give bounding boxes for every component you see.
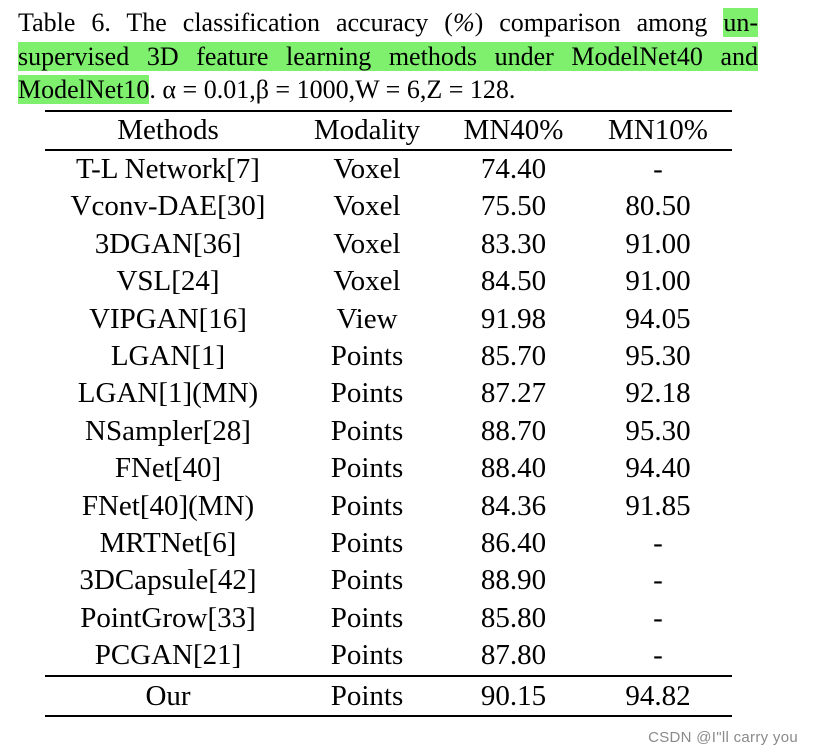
table-row xyxy=(45,263,732,300)
cell-mn40: 83.30 xyxy=(480,227,547,260)
table-row xyxy=(45,338,732,375)
table-row-our xyxy=(45,676,732,716)
caption-parameters: . α = 0.01,β = 1000,W = 6,Z = 128. xyxy=(149,75,516,104)
caption-line-2 xyxy=(18,40,758,74)
cell-method: VSL[24] xyxy=(116,265,220,298)
cell-mn40: 88.90 xyxy=(480,564,547,597)
cell-method: PointGrow[33] xyxy=(80,601,256,634)
cell-mn10: 92.18 xyxy=(625,377,691,410)
cell-modality: Points xyxy=(330,527,404,560)
header-mn40: MN40% xyxy=(463,114,564,146)
caption-text: Table 6. The classification accuracy ( xyxy=(18,8,453,37)
cell-method: Vconv-DAE[30] xyxy=(70,190,266,223)
caption-percent: % xyxy=(452,8,475,37)
cell-mn40: 88.40 xyxy=(480,452,547,485)
table-row xyxy=(45,562,732,599)
cell-method: 3DGAN[36] xyxy=(94,227,242,260)
cell-mn40: 91.98 xyxy=(480,302,547,335)
cell-mn10: 95.30 xyxy=(625,340,691,373)
cell-modality: View xyxy=(336,302,398,335)
cell-mn40: 87.80 xyxy=(480,639,547,672)
cell-modality: Voxel xyxy=(333,153,401,185)
cell-method: 3DCapsule[42] xyxy=(79,564,257,597)
cell-method: MRTNet[6] xyxy=(99,527,237,560)
cell-mn40: 85.70 xyxy=(480,340,547,373)
table-row xyxy=(45,637,732,675)
cell-modality: Points xyxy=(330,679,404,712)
cell-method: FNet[40](MN) xyxy=(81,489,255,522)
cell-mn10: 94.05 xyxy=(625,302,691,335)
cell-mn10: 80.50 xyxy=(625,190,691,223)
table-caption xyxy=(18,6,758,107)
table-row xyxy=(45,301,732,338)
table-body xyxy=(45,150,732,676)
cell-modality: Voxel xyxy=(333,265,401,298)
cell-mn40: 90.15 xyxy=(480,679,547,712)
results-table-container xyxy=(45,110,732,717)
cell-mn40: 87.27 xyxy=(480,377,547,410)
cell-mn10: 94.40 xyxy=(625,452,691,485)
table-header-row xyxy=(45,111,732,150)
cell-modality: Points xyxy=(330,414,404,447)
cell-mn10: 91.00 xyxy=(625,227,691,260)
cell-mn10: - xyxy=(653,153,663,185)
header-methods: Methods xyxy=(117,114,219,146)
cell-method: PCGAN[21] xyxy=(94,639,242,672)
cell-mn10: 94.82 xyxy=(625,679,691,712)
results-table xyxy=(45,110,732,717)
table-row xyxy=(45,488,732,525)
header-mn10: MN10% xyxy=(608,114,708,146)
caption-line-1 xyxy=(18,6,758,40)
table-row xyxy=(45,226,732,263)
header-modality: Modality xyxy=(313,114,421,146)
cell-method: LGAN[1](MN) xyxy=(77,377,259,410)
table-row xyxy=(45,150,732,188)
cell-modality: Points xyxy=(330,601,404,634)
cell-mn10: - xyxy=(653,564,663,597)
cell-mn40: 84.36 xyxy=(480,489,547,522)
cell-modality: Points xyxy=(330,489,404,522)
cell-method: Our xyxy=(145,679,191,712)
cell-mn40: 84.50 xyxy=(480,265,547,298)
caption-text: ) comparison among xyxy=(474,8,724,37)
cell-method: VIPGAN[16] xyxy=(89,302,247,335)
cell-mn10: 95.30 xyxy=(625,414,691,447)
cell-mn10: 91.00 xyxy=(625,265,691,298)
caption-highlight: ModelNet10 xyxy=(18,75,150,104)
cell-mn40: 85.80 xyxy=(480,601,547,634)
cell-method: T-L Network[7] xyxy=(76,153,260,185)
cell-method: NSampler[28] xyxy=(85,414,251,447)
table-row xyxy=(45,525,732,562)
cell-modality: Points xyxy=(330,639,404,672)
cell-modality: Points xyxy=(330,564,404,597)
cell-mn40: 74.40 xyxy=(480,153,547,185)
cell-mn10: - xyxy=(653,639,663,672)
cell-modality: Points xyxy=(330,377,404,410)
cell-modality: Points xyxy=(330,340,404,373)
cell-modality: Voxel xyxy=(333,227,401,260)
caption-line-3 xyxy=(18,73,758,107)
cell-method: FNet[40] xyxy=(114,452,222,485)
caption-highlight: un- xyxy=(723,8,758,37)
watermark: CSDN @I"ll carry you xyxy=(648,729,798,746)
cell-mn40: 88.70 xyxy=(480,414,547,447)
caption-highlight: supervised 3D feature learning methods under ModelNet40 and xyxy=(18,41,758,71)
cell-mn40: 86.40 xyxy=(480,527,547,560)
cell-method: LGAN[1] xyxy=(110,340,226,373)
table-row xyxy=(45,375,732,412)
table-row xyxy=(45,413,732,450)
table-row xyxy=(45,188,732,225)
cell-modality: Points xyxy=(330,452,404,485)
table-row xyxy=(45,450,732,487)
cell-mn40: 75.50 xyxy=(480,190,547,223)
cell-mn10: - xyxy=(653,601,663,634)
cell-mn10: 91.85 xyxy=(625,489,691,522)
cell-mn10: - xyxy=(653,527,663,560)
cell-modality: Voxel xyxy=(333,190,401,223)
table-row xyxy=(45,600,732,637)
